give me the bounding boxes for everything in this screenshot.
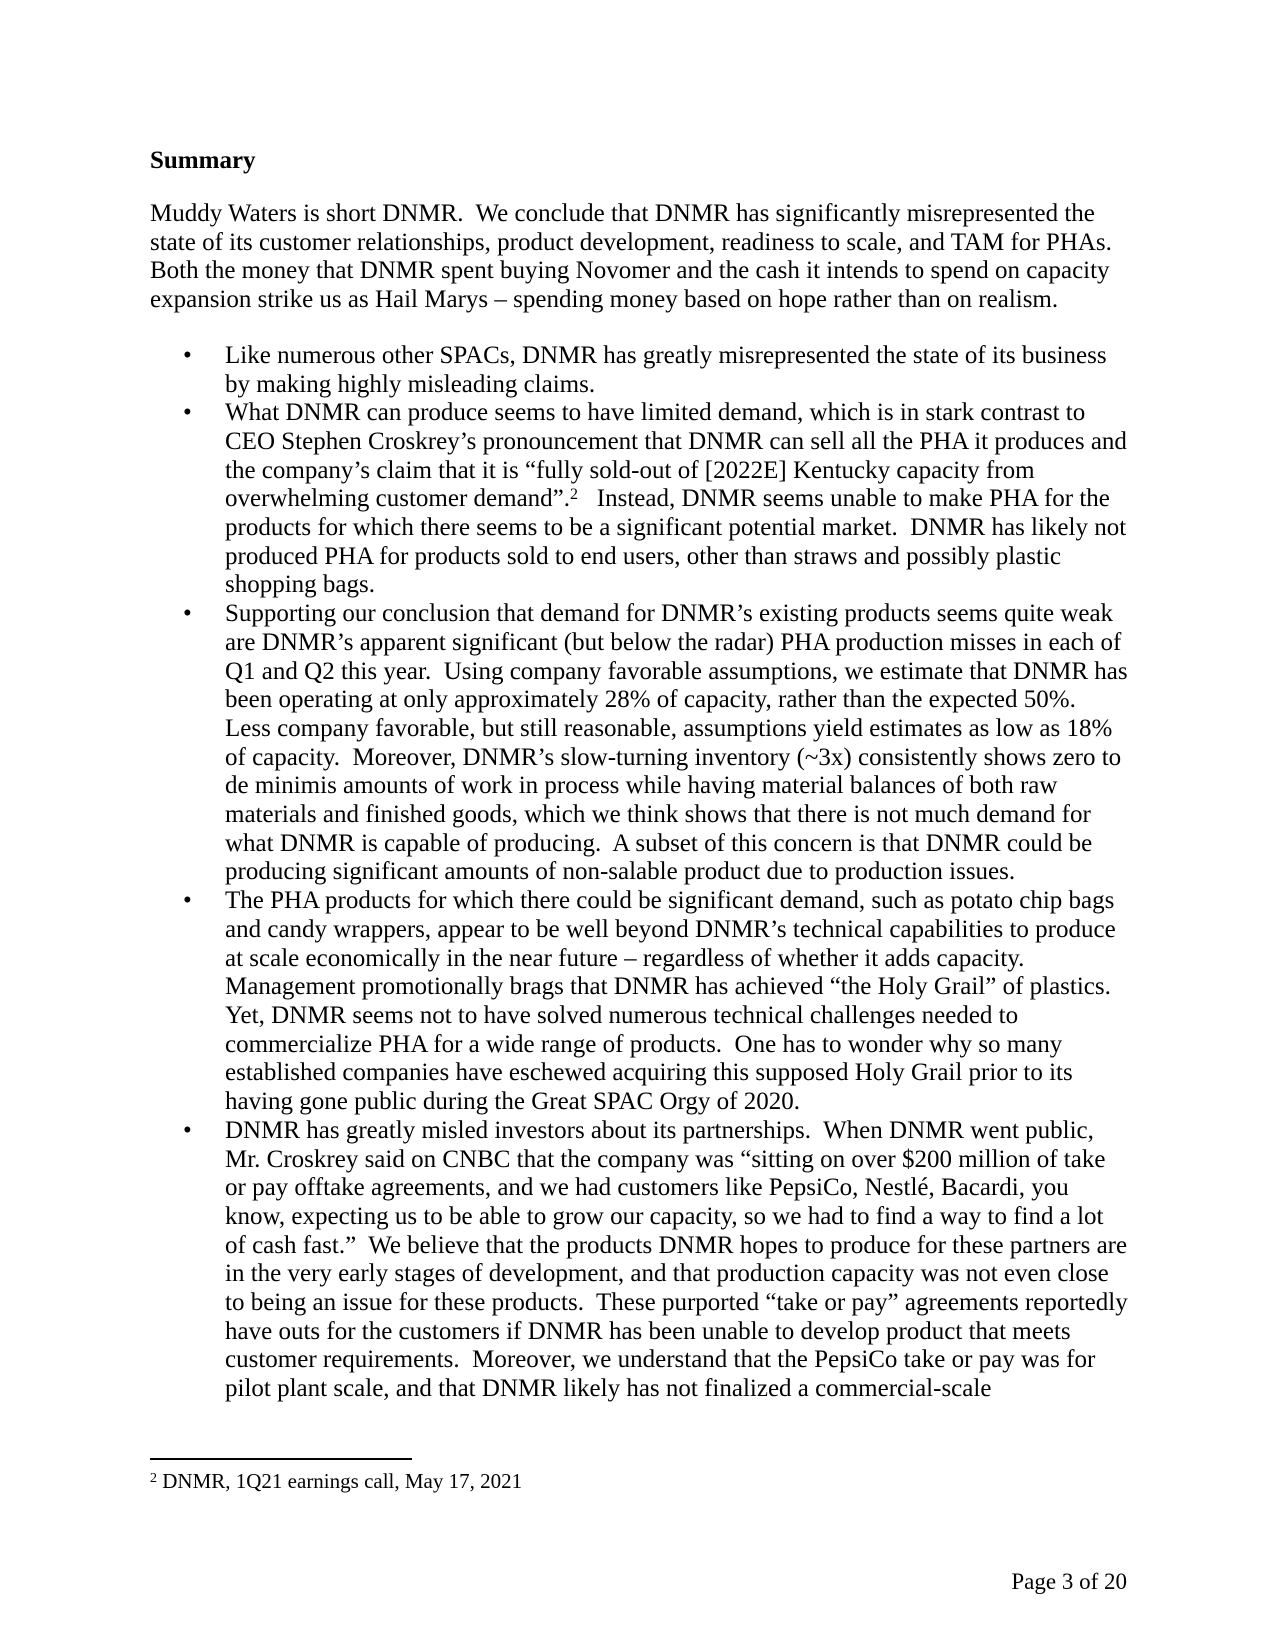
footnote-block	[150, 1458, 1128, 1494]
bullet-text: Supporting our conclusion that demand for DNMR’s existing products seems quite weak are DNMR’s apparent significant (but below the radar) PHA production misses in each of Q1 and Q2 this year. Using company favorable assumptions, we estimate that DNMR has been operating at only approximately 28% of capacity, rather than the expected 50%. Less company favorable, but still reasonable, assumptions yield estimates as low as 18% of capacity. Moreover, DNMR’s slow-turning inventory (~3x) consistently shows zero to de minimis amounts of work in process while having material balances of both raw materials and finished goods, which we think shows that there is not much demand for what DNMR is capable of producing. A subset of this concern is that DNMR could be producing significant amounts of non-salable product due to production issues.	[225, 600, 1134, 886]
bullet-icon: •	[183, 1116, 192, 1144]
footnote	[150, 1468, 1128, 1494]
bullet-icon: •	[183, 887, 192, 915]
bullet-item-limited-demand	[150, 399, 1134, 600]
bullet-text: The PHA products for which there could be significant demand, such as potato chip bags and candy wrappers, appear to be well beyond DNMR’s technical capabilities to produce at scale economically in the near future – regardless of whether it adds capacity. Management promotionally brags that DNMR has achieved “the Holy Grail” of plastics. Yet, DNMR seems not to have solved numerous technical challenges needed to commercialize PHA for a wide range of products. One has to wonder why so many established companies have eschewed acquiring this supposed Holy Grail prior to its having gone public during the Great SPAC Orgy of 2020.	[225, 887, 1123, 1116]
bullet-item-technical-capabilities	[150, 887, 1128, 1117]
bullet-item-spac-claims	[150, 342, 1128, 399]
bullet-list	[150, 341, 1134, 1404]
bullet-text-pre: What DNMR can produce seems to have limited demand, which is in stark contrast to CEO Stephen Croskrey’s pronouncement that DNMR can sell all the PHA it produces and the company’s claim that it is “fully sold-out of [2022E] Kentucky capacity from overwhelming customer demand”.	[225, 399, 1134, 513]
bullet-item-partnerships	[150, 1116, 1134, 1404]
bullet-text-post: Instead, DNMR seems unable to make PHA for the products for which there seems to be a significant potential market. DNMR has likely not produced PHA for products sold to end users, other than straws and possibly plastic shopping bags.	[225, 485, 1133, 599]
bullet-icon: •	[183, 399, 192, 427]
document-content	[150, 146, 1134, 1404]
footnote-separator	[150, 1458, 412, 1460]
bullet-text: DNMR has greatly misled investors about its partnerships. When DNMR went public, Mr. Croskrey said on CNBC that the company was “sitting on over $200 million of take or pay offtake agreements, and we had customers like PepsiCo, Nestlé, Bacardi, you know, expecting us to be able to grow our capacity, so we had to find a way to find a lot of cash fast.” We believe that the products DNMR hopes to produce for these partners are in the very early stages of development, and that production capacity was not even close to being an issue for these products. These purported “take or pay” agreements reportedly have outs for the customers if DNMR has been unable to develop product that meets customer requirements. Moreover, we understand that the PepsiCo take or pay was for pilot plant scale, and that DNMR likely has not finalized a commercial-scale	[225, 1116, 1134, 1403]
footnote-reference: 2	[570, 486, 579, 504]
intro-paragraph: Muddy Waters is short DNMR. We conclude that DNMR has significantly misrepresented the state of its customer relationships, product development, readiness to scale, and TAM for PHAs. Both the money that DNMR spent buying Novomer and the cash it intends to spend on capacity expansion strike us as Hail Marys – spending money based on hope rather than on realism.	[150, 200, 1125, 314]
footnote-marker: 2	[150, 1471, 157, 1486]
summary-heading: Summary	[150, 147, 256, 174]
page-number: Page 3 of 20	[1011, 1569, 1127, 1594]
footnote-text: DNMR, 1Q21 earnings call, May 17, 2021	[157, 1469, 523, 1493]
bullet-icon: •	[183, 341, 192, 369]
bullet-text: Like numerous other SPACs, DNMR has greatly misrepresented the state of its business by making highly misleading claims.	[225, 341, 1113, 398]
bullet-item-production-misses	[150, 600, 1134, 887]
bullet-icon: •	[183, 600, 192, 628]
